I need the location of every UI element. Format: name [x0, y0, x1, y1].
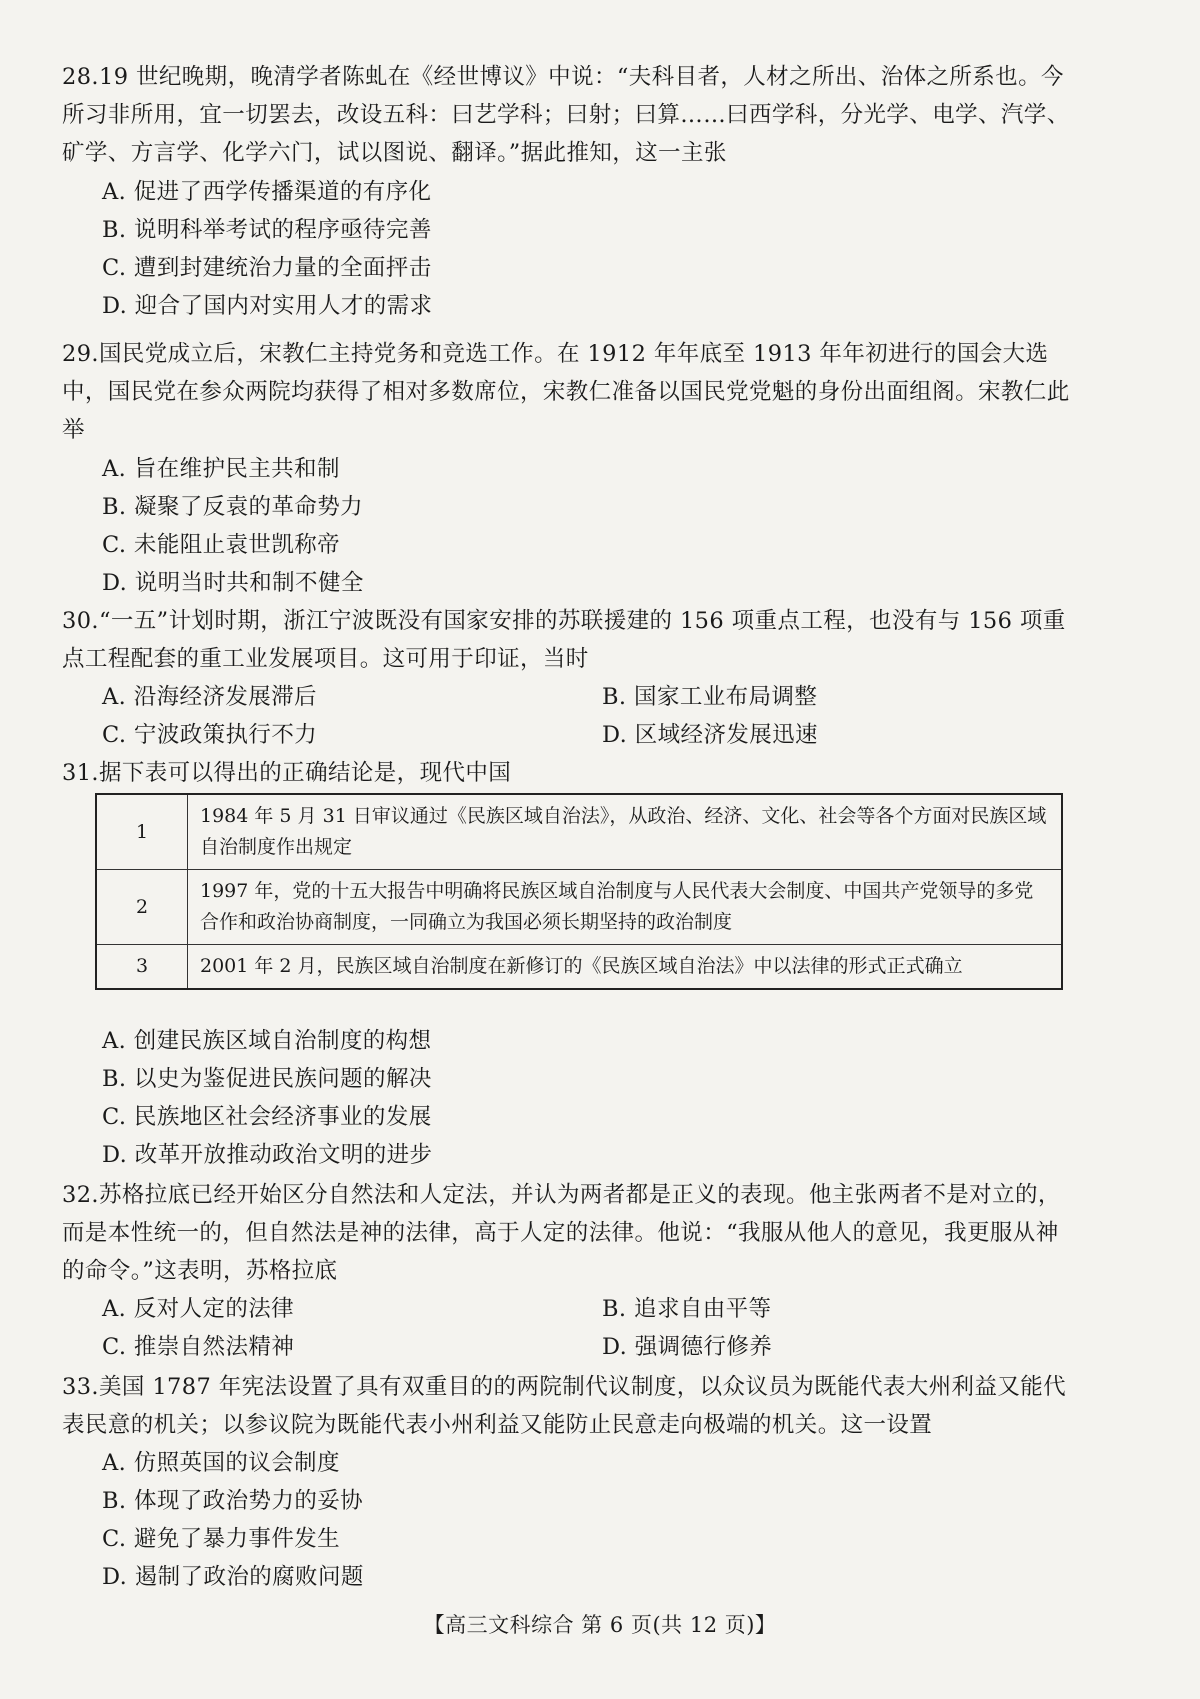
option-31-d[interactable]: D. 改革开放推动政治文明的进步 [102, 1142, 433, 1168]
option-31-b[interactable]: B. 以史为鉴促进民族问题的解决 [102, 1066, 432, 1092]
table-cell-index: 3 [96, 945, 188, 990]
option-31-c[interactable]: C. 民族地区社会经济事业的发展 [102, 1104, 432, 1130]
question-32 [62, 1176, 1072, 1290]
question-32-stem: 32.苏格拉底已经开始区分自然法和人定法，并认为两者都是正义的表现。他主张两者不是对立的，而是本性统一的，但自然法是神的法律，高于人定的法律。他说：“我服从他人的意见，我更服从神的命令。”这表明，苏格拉底 [62, 1182, 1061, 1284]
option-32-d[interactable]: D. 强调德行修养 [602, 1334, 773, 1360]
question-30 [62, 602, 1072, 678]
question-28 [62, 58, 1072, 172]
table-cell-text: 1997 年，党的十五大报告中明确将民族区域自治制度与人民代表大会制度、中国共产党领导的多党合作和政治协商制度，一同确立为我国必须长期坚持的政治制度 [188, 870, 1063, 945]
option-29-c[interactable]: C. 未能阻止袁世凯称帝 [102, 532, 341, 558]
data-table [95, 793, 1063, 990]
option-28-a[interactable]: A. 促进了西学传播渠道的有序化 [102, 179, 432, 205]
option-32-a[interactable]: A. 反对人定的法律 [102, 1296, 295, 1322]
table-cell-text: 2001 年 2 月，民族区域自治制度在新修订的《民族区域自治法》中以法律的形式正式确立 [188, 945, 1063, 990]
table-cell-index: 2 [96, 870, 188, 945]
question-28-stem: 28.19 世纪晚期，晚清学者陈虬在《经世博议》中说：“夫科目者，人材之所出、治体之所系也。今所习非所用，宜一切罢去，改设五科：曰艺学科；曰射；曰算……曰西学科，分光学、电学、汽学、矿学、方言学、化学六门，试以图说、翻译。”据此推知，这一主张 [62, 64, 1070, 166]
question-number: 29. [62, 341, 99, 367]
table-row [96, 794, 1062, 870]
question-number: 32. [62, 1182, 99, 1208]
option-33-c[interactable]: C. 避免了暴力事件发生 [102, 1526, 341, 1552]
table-cell-index: 1 [96, 794, 188, 870]
option-30-b[interactable]: B. 国家工业布局调整 [602, 684, 818, 710]
question-number: 31. [62, 760, 99, 786]
question-30-stem: 30.“一五”计划时期，浙江宁波既没有国家安排的苏联援建的 156 项重点工程，也没有与 156 项重点工程配套的重工业发展项目。这可用于印证，当时 [62, 608, 1066, 672]
question-31 [62, 754, 1072, 792]
option-29-a[interactable]: A. 旨在维护民主共和制 [102, 456, 340, 482]
option-29-d[interactable]: D. 说明当时共和制不健全 [102, 570, 364, 596]
table-row [96, 945, 1062, 990]
option-30-c[interactable]: C. 宁波政策执行不力 [102, 722, 318, 748]
option-28-b[interactable]: B. 说明科举考试的程序亟待完善 [102, 217, 432, 243]
option-30-d[interactable]: D. 区域经济发展迅速 [602, 722, 818, 748]
option-32-b[interactable]: B. 追求自由平等 [602, 1296, 772, 1322]
option-33-d[interactable]: D. 遏制了政治的腐败问题 [102, 1564, 364, 1590]
option-29-b[interactable]: B. 凝聚了反袁的革命势力 [102, 494, 364, 520]
question-31-stem: 31.据下表可以得出的正确结论是，现代中国 [62, 760, 512, 786]
question-33-stem: 33.美国 1787 年宪法设置了具有双重目的的两院制代议制度，以众议员为既能代表大州利益又能代表民意的机关；以参议院为既能代表小州利益又能防止民意走向极端的机关。这一设置 [62, 1374, 1067, 1438]
option-28-c[interactable]: C. 遭到封建统治力量的全面抨击 [102, 255, 432, 281]
question-number: 30. [62, 608, 99, 634]
option-28-d[interactable]: D. 迎合了国内对实用人才的需求 [102, 293, 433, 319]
question-number: 33. [62, 1374, 99, 1400]
page-footer: 【高三文科综合 第 6 页(共 12 页)】 [423, 1613, 777, 1637]
option-31-a[interactable]: A. 创建民族区域自治制度的构想 [102, 1028, 432, 1054]
table-cell-text: 1984 年 5 月 31 日审议通过《民族区域自治法》，从政治、经济、文化、社会等各个方面对民族区域自治制度作出规定 [188, 794, 1063, 870]
question-33 [62, 1368, 1072, 1444]
question-29-stem: 29.国民党成立后，宋教仁主持党务和竞选工作。在 1912 年年底至 1913 年年初进行的国会大选中，国民党在参众两院均获得了相对多数席位，宋教仁准备以国民党党魁的身份出面组阁。宋教仁此举 [62, 341, 1070, 443]
option-33-b[interactable]: B. 体现了政治势力的妥协 [102, 1488, 364, 1514]
option-33-a[interactable]: A. 仿照英国的议会制度 [102, 1450, 340, 1476]
question-number: 28. [62, 64, 99, 90]
option-32-c[interactable]: C. 推崇自然法精神 [102, 1334, 295, 1360]
option-30-a[interactable]: A. 沿海经济发展滞后 [102, 684, 317, 710]
question-29 [62, 335, 1072, 449]
table-row [96, 870, 1062, 945]
